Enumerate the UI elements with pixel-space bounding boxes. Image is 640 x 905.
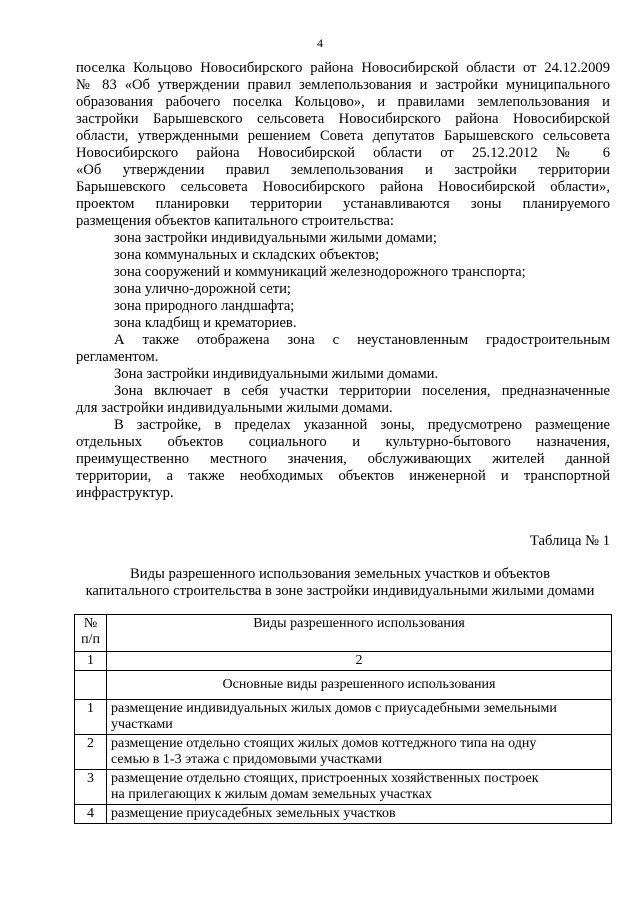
table-row xyxy=(75,770,612,805)
zone-list-item: зона сооружений и коммуникаций железнодорожного транспорта; xyxy=(114,264,526,280)
provision-line: инфраструктур. xyxy=(76,485,174,501)
section-empty-cell xyxy=(75,671,107,700)
table-caption-line: Виды разрешенного использования земельных участков и объектов xyxy=(130,566,550,582)
paragraph-line: размещения объектов капитального строительства: xyxy=(76,213,394,229)
usage-header: Виды разрешенного использования xyxy=(107,615,612,652)
row-usage-line: участками xyxy=(111,717,173,732)
table-header-row xyxy=(75,615,612,652)
number-header-line: № xyxy=(83,616,98,631)
table-row xyxy=(75,735,612,770)
zone-heading: Зона застройки индивидуальными жилыми домами. xyxy=(114,366,439,382)
paragraph-line: проектом планировки территории устанавливаются зоны планируемого xyxy=(76,196,610,212)
column-number-row xyxy=(75,652,612,671)
paragraph-line: застройки Барышевского сельсовета Новосибирского района Новосибирской xyxy=(76,111,610,127)
column-number: 2 xyxy=(107,652,612,671)
column-number: 1 xyxy=(75,652,107,671)
row-usage xyxy=(107,805,612,824)
zone-list-item: зона природного ландшафта; xyxy=(114,298,295,314)
number-header-line: п/п xyxy=(81,632,100,647)
zone-list-item: зона коммунальных и складских объектов; xyxy=(114,247,380,263)
row-number: 2 xyxy=(75,735,107,770)
also-line: регламентом. xyxy=(76,349,159,365)
paragraph-line: № 83 «Об утверждении правил землепользования и застройки муниципального xyxy=(76,77,610,93)
table-caption-line: капитального строительства в зоне застройки индивидуальными жилыми домами xyxy=(85,583,595,599)
provision-line: отдельных объектов социального и культурно-бытового назначения, xyxy=(76,434,610,450)
provision-line: преимущественно местного значения, обслуживающих жителей данной xyxy=(76,451,610,467)
provision-line: территории, а также необходимых объектов инженерной и транспортной xyxy=(76,468,610,484)
row-usage-line: семью в 1-3 этажа с придомовыми участками xyxy=(111,752,382,767)
table-caption xyxy=(60,566,620,600)
includes-line: Зона включает в себя участки территории поселения, предназначенные xyxy=(114,383,610,399)
paragraph-line: Барышевского сельсовета Новосибирского района Новосибирской области», xyxy=(76,179,610,195)
row-number: 3 xyxy=(75,770,107,805)
row-usage-line: на прилегающих к жилым домам земельных участках xyxy=(111,787,432,802)
paragraph-line: области, утвержденными решением Совета депутатов Барышевского сельсовета xyxy=(76,128,610,144)
zone-list-item: зона улично-дорожной сети; xyxy=(114,281,291,297)
zone-list-item: зона кладбищ и крематориев. xyxy=(114,315,297,331)
page-number: 4 xyxy=(317,36,323,50)
table-row xyxy=(75,805,612,824)
row-usage-line: размещение отдельно стоящих, пристроенных хозяйственных построек xyxy=(111,771,539,786)
row-number: 1 xyxy=(75,700,107,735)
row-usage-line: размещение отдельно стоящих жилых домов коттеджного типа на одну xyxy=(111,736,537,751)
paragraph-line: образования рабочего поселка Кольцово», и правилами землепользования и xyxy=(76,94,610,110)
section-title: Основные виды разрешенного использования xyxy=(107,671,612,700)
provision-line: В застройке, в пределах указанной зоны, предусмотрено размещение xyxy=(114,417,610,433)
row-usage-line: размещение приусадебных земельных участков xyxy=(111,806,396,821)
includes-line: для застройки индивидуальными жилыми домами. xyxy=(76,400,393,416)
table-row xyxy=(75,700,612,735)
zone-list-item: зона застройки индивидуальными жилыми домами; xyxy=(114,230,437,246)
paragraph-line: Новосибирского района Новосибирской области от 25.12.2012 № 6 xyxy=(76,145,610,161)
section-row xyxy=(75,671,612,700)
row-usage-line: размещение индивидуальных жилых домов с приусадебными земельными xyxy=(111,701,557,716)
row-number: 4 xyxy=(75,805,107,824)
row-usage xyxy=(107,700,612,735)
table-label: Таблица № 1 xyxy=(530,533,610,549)
row-usage xyxy=(107,770,612,805)
row-usage xyxy=(107,735,612,770)
paragraph-line: поселка Кольцово Новосибирского района Новосибирской области от 24.12.2009 xyxy=(76,60,610,76)
usage-table xyxy=(74,614,612,824)
also-line: А также отображена зона с неустановленным градостроительным xyxy=(114,332,610,348)
paragraph-line: «Об утверждении правил землепользования и застройки территории xyxy=(76,162,610,178)
number-header xyxy=(75,615,107,652)
document-body xyxy=(76,60,610,502)
